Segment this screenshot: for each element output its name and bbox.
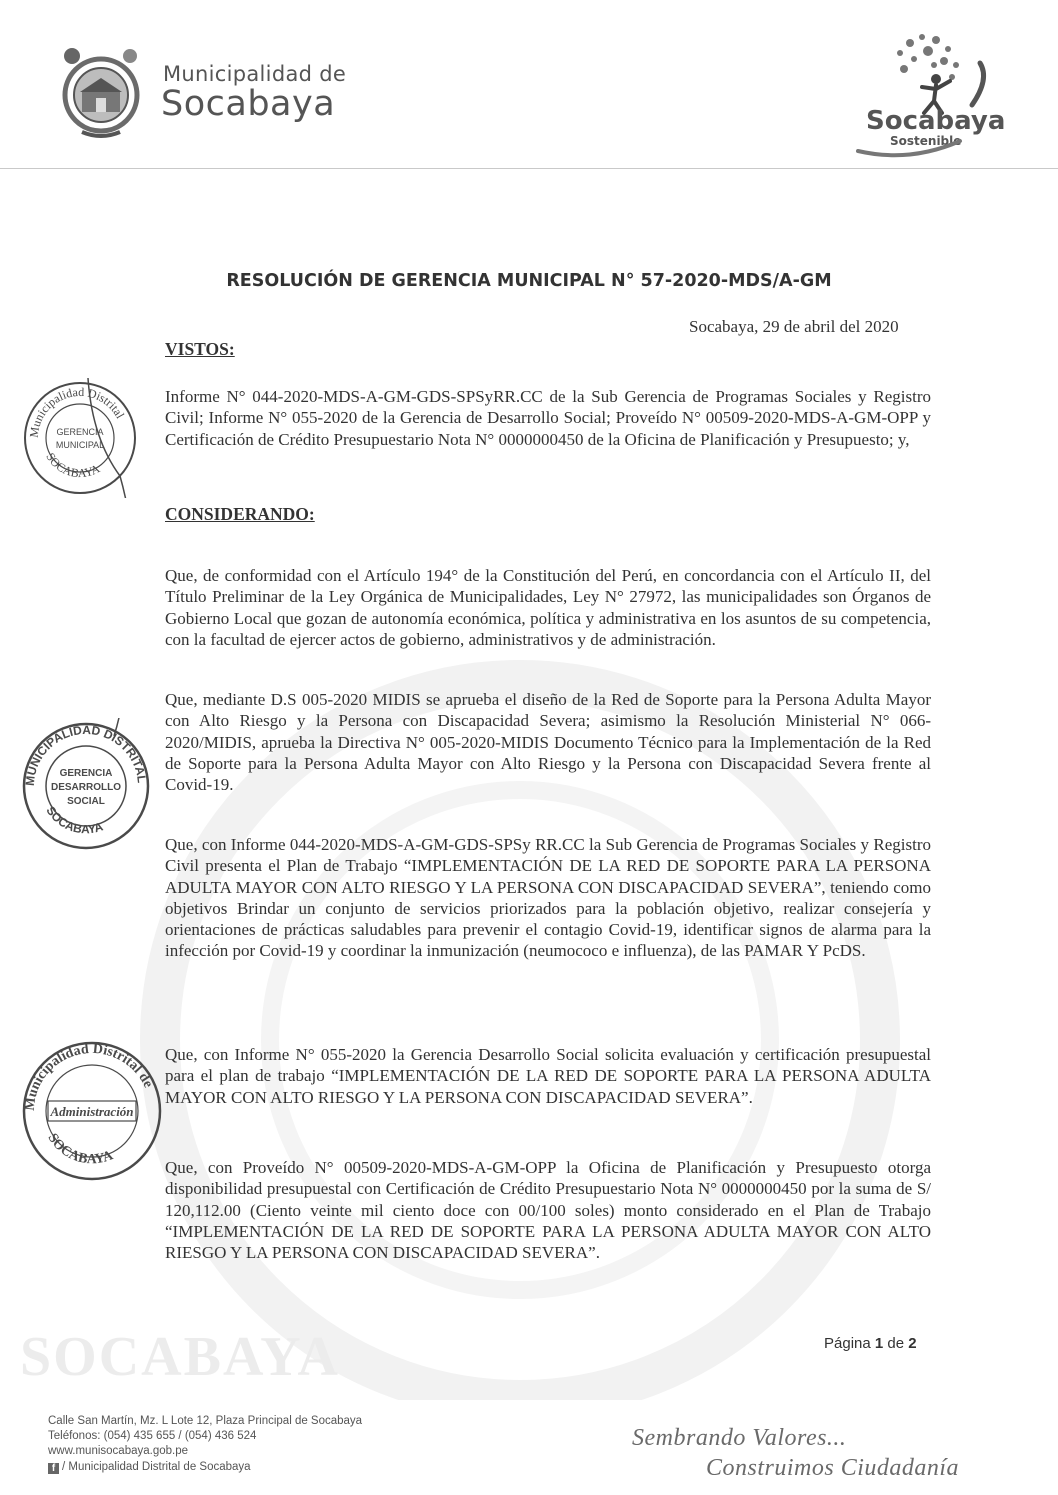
considerando-heading: CONSIDERANDO: [165,504,315,524]
header-divider [0,168,1058,169]
vistos-paragraph: Informe N° 044-2020-MDS-A-GM-GDS-SPSyRR.CC de la Sub Gerencia de Programas Sociales y Registro Civil; Informe N° 055-2020 de la Gerencia de Desarrollo Social; Proveído N° 00509-2020-MDS-A-GM-OPP y Certificación de Crédito Presupuestario Nota N° 0000000450 de la Oficina de Planificación y Presupuesto; y, [165,387,931,449]
slogan-line-1: Sembrando Valores... [632,1425,847,1451]
facebook-label: / Municipalidad Distrital de Socabaya [62,1461,251,1473]
document-date: Socabaya, 29 de abril del 2020 [689,317,899,336]
svg-text:DESARROLLO: DESARROLLO [51,782,121,793]
considerando-paragraph: Que, mediante D.S 005-2020 MIDIS se aprueba el diseño de la Red de Soporte para la Persona Adulta Mayor con Alto Riesgo y la Persona con Discapacidad Severa; asimismo la Resolución Ministerial N° 066-2020/MIDIS, aprueba la Directiva N° 005-2020-MIDIS Documento Técnico para la Implementación de la Red de Soporte para la Persona Adulta Mayor con Alto Riesgo y la Persona con Discapacidad Severa frente al Covid-19. [165,690,931,795]
socabaya-watermark: SOCABAYA [20,1326,340,1388]
footer-facebook[interactable] [48,1460,251,1475]
considerando-paragraph: Que, con Informe 044-2020-MDS-A-GM-GDS-SPSy RR.CC la Sub Gerencia de Programas Sociales y Registro Civil presenta el Plan de Trabajo “IMPLEMENTACIÓN DE LA RED DE SOPORTE PARA LA PERSONA ADULTA MAYOR CON ALTO RIESGO Y LA PERSONA CON DISCAPACIDAD SEVERA”, teniendo como objetivos Brindar un conjunto de servicios priorizados para la población objetivo, realizar consejería y orientaciones de prácticas saludables para prevenir el contagio Covid-19, identificar signos de alarma para la infección por Covid-19 y coordinar la inmunización (neumococo e influenza), de las PAMAR Y PcDS. [165,835,931,961]
facebook-icon: f [48,1463,59,1474]
brand-tagline: Sostenible [890,134,962,148]
resolution-title: RESOLUCIÓN DE GERENCIA MUNICIPAL N° 57-2020-MDS/A-GM [226,271,832,291]
gerencia-desarrollo-social-stamp [18,718,153,853]
svg-text:SOCABAYA: SOCABAYA [44,1131,116,1168]
svg-text:SOCABAYA: SOCABAYA [43,450,103,481]
footer-phones: Teléfonos: (054) 435 655 / (054) 436 524 [48,1430,257,1442]
svg-text:GERENCIA: GERENCIA [59,768,113,779]
page-number: Página 1 de 2 [824,1335,917,1352]
municipal-crest-logo [58,40,144,140]
svg-text:Administración: Administración [50,1104,134,1119]
gerencia-municipal-stamp [20,378,140,498]
svg-text:GERENCIA: GERENCIA [56,427,104,437]
brand-name: Socabaya [866,106,1006,136]
slogan-line-2: Construimos Ciudadanía [706,1455,960,1481]
municipality-label: Municipalidad de [163,62,347,86]
administracion-stamp [18,1037,166,1185]
vistos-heading: VISTOS: [165,339,235,359]
socabaya-sostenible-logo [840,25,1010,160]
footer-address: Calle San Martín, Mz. L Lote 12, Plaza Principal de Socabaya [48,1415,363,1427]
considerando-paragraph: Que, con Informe N° 055-2020 la Gerencia Desarrollo Social solicita evaluación y certificación presupuestal para el plan de trabajo “IMPLEMENTACIÓN DE LA RED DE SOPORTE PARA LA PERSONA ADULTA MAYOR CON ALTO RIESGO Y LA PERSONA CON DISCAPACIDAD SEVERA”. [165,1045,931,1107]
svg-text:SOCIAL: SOCIAL [67,796,105,807]
municipality-name: Socabaya [161,84,336,124]
svg-text:SOCABAYA: SOCABAYA [43,803,105,837]
svg-text:MUNICIPAL: MUNICIPAL [55,440,105,450]
considerando-paragraph: Que, con Proveído N° 00509-2020-MDS-A-GM-OPP la Oficina de Planificación y Presupuesto otorga disponibilidad presupuestal con Certificación de Crédito Presupuestario Nota N° 0000000450 por la suma de S/ 120,112.00 (Ciento veinte mil ciento doce con 00/100 soles) monto considerado en el Plan de Trabajo “IMPLEMENTACIÓN DE LA RED DE SOPORTE PARA LA PERSONA ADULTA MAYOR CON ALTO RIESGO Y LA PERSONA CON DISCAPACIDAD SEVERA”. [165,1158,931,1263]
footer-website-link[interactable]: www.munisocabaya.gob.pe [48,1445,188,1457]
svg-text:Municipalidad Distrital: Municipalidad Distrital [26,384,128,439]
considerando-paragraph: Que, de conformidad con el Artículo 194° de la Constitución del Perú, en concordancia con el Artículo II, del Título Preliminar de la Ley Orgánica de Municipalidades, Ley N° 27972, las municipalidades son Órganos de Gobierno Local que gozan de autonomía económica, política y administrativa en los asuntos de su competencia, con la facultad de ejercer actos de gobierno, administrativos y de administración. [165,566,931,649]
svg-text:Municipalidad Distrital de: Municipalidad Distrital de [22,1041,156,1112]
svg-text:MUNICIPALIDAD DISTRITAL: MUNICIPALIDAD DISTRITAL [22,722,149,787]
